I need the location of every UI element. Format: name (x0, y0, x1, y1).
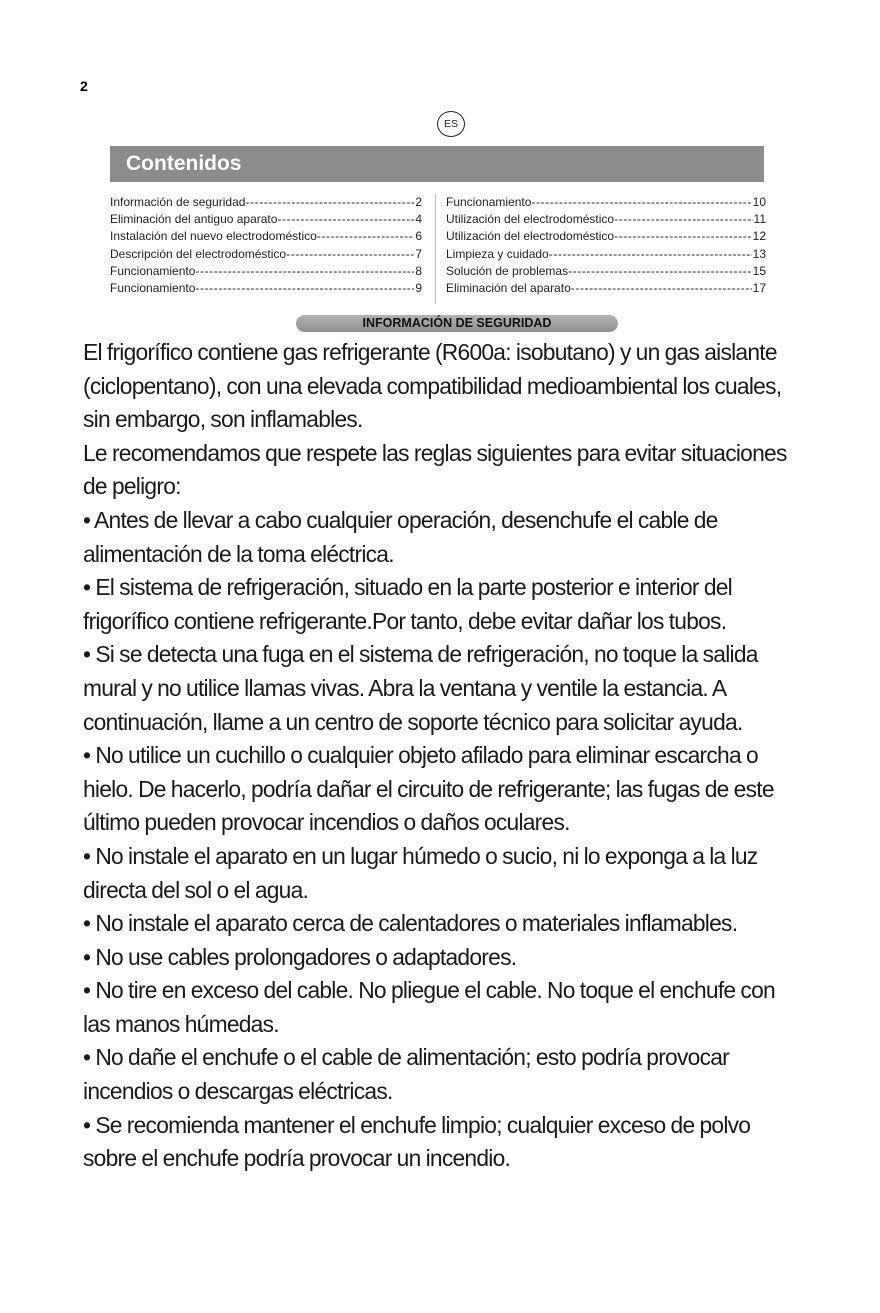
safety-text (83, 336, 803, 1176)
toc-entry[interactable]: Eliminación del aparato ----- 17 (446, 280, 766, 297)
toc-entry[interactable]: Instalación del nuevo electrodoméstico ----- 6 (110, 228, 422, 245)
toc-entry[interactable]: Limpieza y cuidado ----- 13 (446, 246, 766, 263)
toc-leader (286, 246, 414, 263)
intro-paragraph: Le recomendamos que respete las reglas siguientes para evitar situaciones de peligro: (83, 439, 787, 500)
safety-bullet: • Si se detecta una fuga en el sistema de refrigeración, no toque la salida mural y no utilice llamas vivas. Abra la ventana y ventile la estancia. A continuación, llame a un centro de soporte técnico para solicitar ayuda. (83, 641, 758, 735)
safety-bullet: • No use cables prolongadores o adaptadores. (83, 943, 517, 970)
toc-left-column (110, 194, 422, 297)
toc-entry[interactable]: Utilización del electrodoméstico ----- 12 (446, 228, 766, 245)
toc-entry[interactable]: Utilización del electrodoméstico ----- 11 (446, 211, 766, 228)
toc-leader (614, 228, 752, 245)
safety-bullet: • No dañe el enchufe o el cable de alimentación; esto podría provocar incendios o descargas eléctricas. (83, 1044, 729, 1105)
toc-leader (245, 194, 414, 211)
toc-entry[interactable]: Funcionamiento ----- 8 (110, 263, 422, 280)
toc-entry[interactable]: Eliminación del antiguo aparato ----- 4 (110, 211, 422, 228)
toc-leader (277, 211, 414, 228)
language-badge: ES (437, 111, 465, 137)
intro-paragraph: El frigorífico contiene gas refrigerante (R600a: isobutano) y un gas aislante (ciclopentano), con una elevada compatibilidad medioambiental los cuales, sin embargo, son inflamables. (83, 339, 782, 433)
safety-bullet: • Se recomienda mantener el enchufe limpio; cualquier exceso de polvo sobre el enchufe podría provocar un incendio. (83, 1111, 751, 1172)
safety-bullet: • No utilice un cuchillo o cualquier objeto afilado para eliminar escarcha o hielo. De hacerlo, podría dañar el circuito de refrigerante; las fugas de este último pueden provocar incendios o daños oculares. (83, 742, 774, 836)
safety-bullet: • Antes de llevar a cabo cualquier operación, desenchufe el cable de alimentación de la toma eléctrica. (83, 506, 718, 567)
safety-bullet: • No tire en exceso del cable. No pliegue el cable. No toque el enchufe con las manos húmedas. (83, 977, 775, 1037)
toc-leader (568, 263, 752, 280)
toc-entry[interactable]: Solución de problemas ----- 15 (446, 263, 766, 280)
toc-leader (614, 211, 752, 228)
toc-leader (571, 280, 752, 297)
safety-bullet: • No instale el aparato en un lugar húmedo o sucio, ni lo exponga a la luz directa del sol o el agua. (83, 842, 758, 903)
section-heading: INFORMACIÓN DE SEGURIDAD (296, 315, 618, 332)
toc-leader (317, 228, 415, 245)
toc-leader (195, 280, 414, 297)
page-number: 2 (80, 78, 88, 94)
safety-bullet: • El sistema de refrigeración, situado en la parte posterior e interior del frigorífico contiene refrigerante.Por tanto, debe evitar dañar los tubos. (83, 574, 732, 634)
safety-bullet: • No instale el aparato cerca de calentadores o materiales inflamables. (83, 910, 738, 937)
toc-leader (195, 263, 414, 280)
toc-divider (435, 194, 436, 304)
toc-entry[interactable]: Descripción del electrodoméstico ----- 7 (110, 246, 422, 263)
toc-entry[interactable]: Información de seguridad ----- 2 (110, 194, 422, 211)
toc-entry[interactable]: Funcionamiento ----- 9 (110, 280, 422, 297)
toc-leader (531, 194, 751, 211)
toc-entry[interactable]: Funcionamiento ----- 10 (446, 194, 766, 211)
toc-leader (549, 246, 752, 263)
toc-right-column (446, 194, 766, 297)
toc-header: Contenidos (110, 146, 764, 182)
